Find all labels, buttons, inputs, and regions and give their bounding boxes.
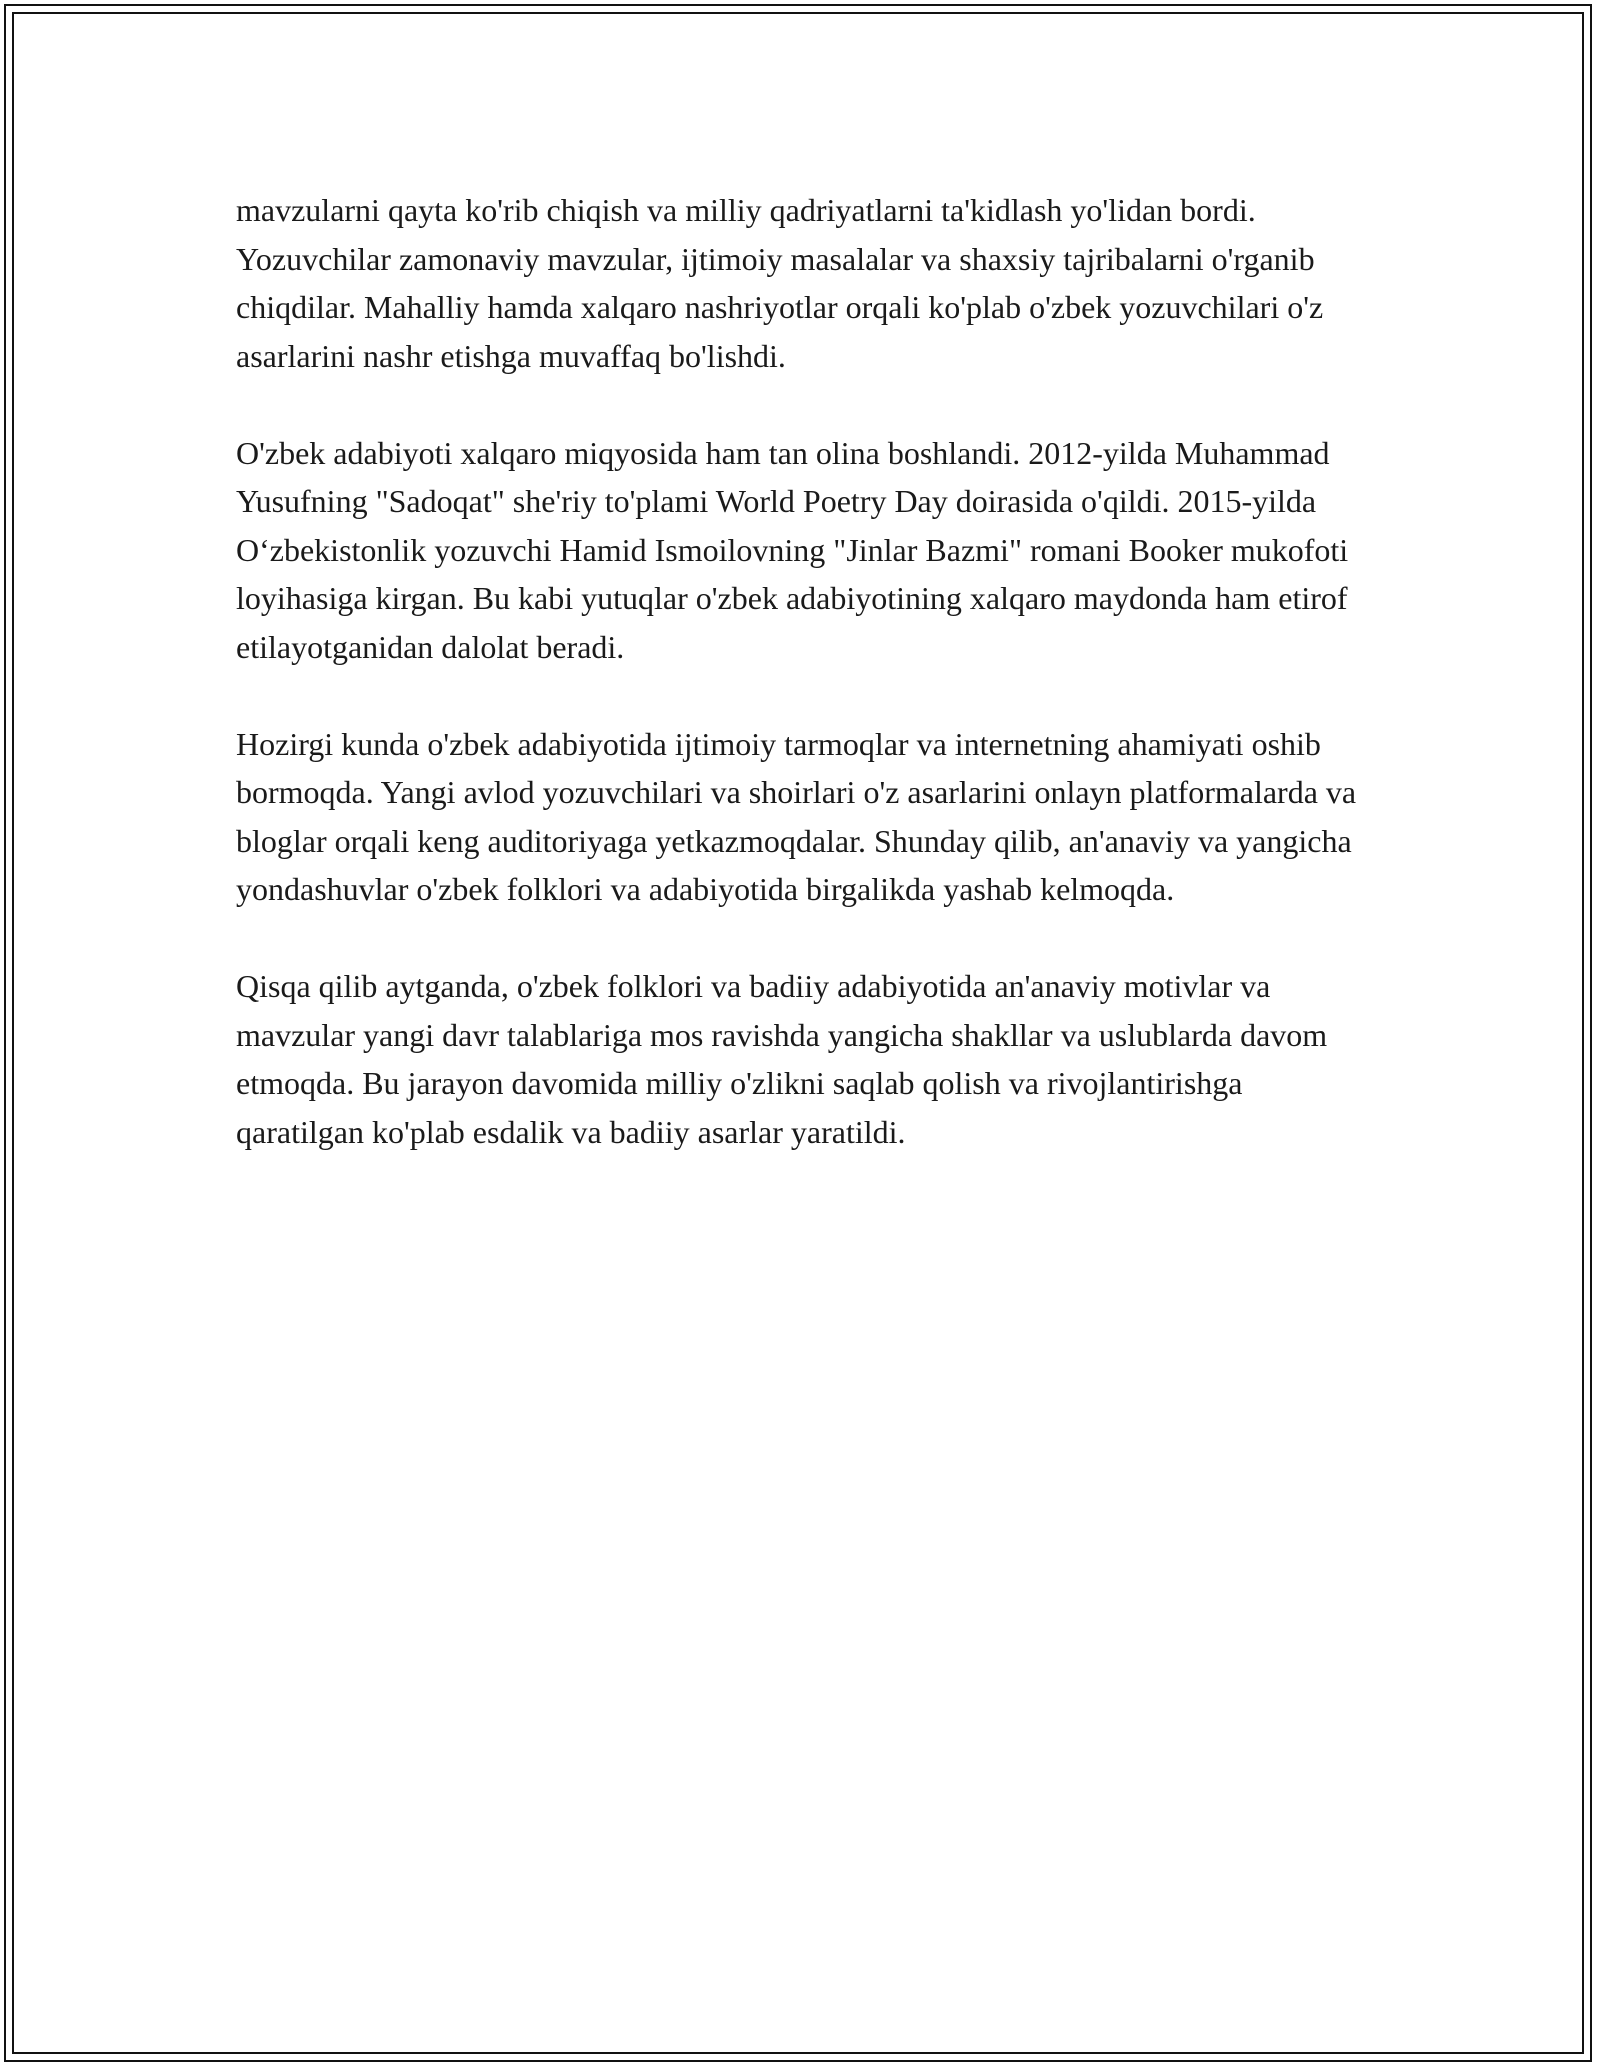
- paragraph-2: O'zbek adabiyoti xalqaro miqyosida ham tan olina boshlandi. 2012-yilda Muhammad Yusufning "Sadoqat" she'riy to'plami World Poetry Day doirasida o'qildi. 2015-yilda O‘zbekistonlik yozuvchi Hamid Ismoilovning "Jinlar Bazmi" romani Booker mukofoti loyihasiga kirgan. Bu kabi yutuqlar o'zbek adabiyotining xalqaro maydonda ham etirof etilayotganidan dalolat beradi.: [236, 434, 1349, 665]
- paragraph-1: mavzularni qayta ko'rib chiqish va milliy qadriyatlarni ta'kidlash yo'lidan bordi. Yozuvchilar zamonaviy mavzular, ijtimoiy masalalar va shaxsiy tajribalarni o'rganib chiqdilar. Mahalliy hamda xalqaro nashriyotlar orqali ko'plab o'zbek yozuvchilari o'z asarlarini nashr etishga muvaffaq bo'lishdi.: [236, 192, 1324, 374]
- paragraph-4: Qisqa qilib aytganda, o'zbek folklori va badiiy adabiyotida an'anaviy motivlar va mavzular yangi davr talablariga mos ravishda yangicha shakllar va uslublarda davom etmoqda. Bu jarayon davomida milliy o'zlikni saqlab qolish va rivojlantirishga qaratilgan ko'plab esdalik va badiiy asarlar yaratildi.: [236, 968, 1328, 1150]
- paragraph-3: Hozirgi kunda o'zbek adabiyotida ijtimoiy tarmoqlar va internetning ahamiyati oshib bormoqda. Yangi avlod yozuvchilari va shoirlari o'z asarlarini onlayn platformalarda va bloglar orqali keng auditoriyaga yetkazmoqdalar. Shunday qilib, an'anaviy va yangicha yondashuvlar o'zbek folklori va adabiyotida birgalikda yashab kelmoqda.: [236, 725, 1357, 907]
- document-body: [236, 186, 1366, 1205]
